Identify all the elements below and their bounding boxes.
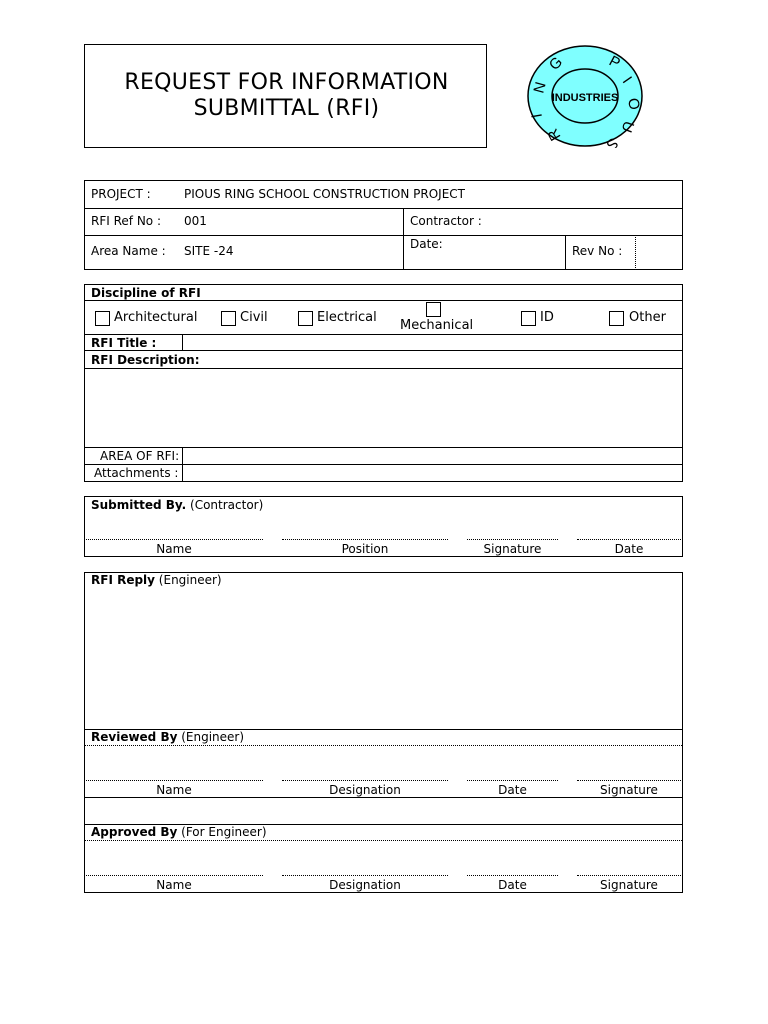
rev-no-label: Rev No :: [572, 244, 623, 258]
svg-text:I: I: [528, 112, 546, 120]
id-checkbox[interactable]: [521, 311, 536, 326]
attachments-label: Attachments :: [94, 466, 179, 480]
project-label: PROJECT :: [91, 187, 151, 201]
rfi-description-label: RFI Description:: [91, 353, 200, 367]
svg-text:O: O: [624, 96, 643, 112]
document-title-line2: SUBMITTAL (RFI): [193, 96, 380, 121]
approved-date-column: Date: [498, 878, 527, 892]
approved-by-heading: Approved By (For Engineer): [91, 825, 267, 839]
svg-text:P: P: [606, 52, 623, 73]
electrical-label: Electrical: [317, 310, 377, 325]
reviewed-designation-column: Designation: [329, 783, 401, 797]
civil-label: Civil: [240, 310, 268, 325]
other-label: Other: [629, 310, 666, 325]
reviewed-date-column: Date: [498, 783, 527, 797]
architectural-checkbox[interactable]: [95, 311, 110, 326]
svg-text:S: S: [602, 133, 622, 148]
reviewed-name-column: Name: [156, 783, 192, 797]
attachments-field[interactable]: [184, 465, 682, 481]
rfi-title-field[interactable]: [184, 335, 682, 350]
area-name-value: SITE -24: [184, 244, 234, 258]
approved-signature-column: Signature: [600, 878, 658, 892]
rfi-description-field[interactable]: [85, 369, 682, 447]
area-of-rfi-field[interactable]: [184, 448, 682, 464]
date-label: Date:: [410, 237, 443, 251]
submitted-date-column: Date: [614, 542, 644, 556]
document-title-box: [84, 44, 487, 148]
electrical-checkbox[interactable]: [298, 311, 313, 326]
reviewed-signature-column: Signature: [600, 783, 658, 797]
discipline-heading: Discipline of RFI: [91, 286, 201, 300]
company-logo: [525, 44, 645, 148]
other-checkbox[interactable]: [609, 311, 624, 326]
approved-name-column: Name: [156, 878, 192, 892]
mechanical-label: Mechanical: [400, 318, 474, 333]
submitted-signature-column: Signature: [483, 542, 542, 556]
id-label: ID: [540, 310, 554, 325]
submitted-name-column: Name: [156, 542, 192, 556]
document-title-line1: REQUEST FOR INFORMATION: [124, 70, 449, 95]
svg-text:G: G: [545, 53, 567, 74]
rfi-ref-value: 001: [184, 214, 207, 228]
svg-text:R: R: [544, 125, 565, 144]
contractor-label: Contractor :: [410, 214, 482, 228]
rfi-ref-label: RFI Ref No :: [91, 214, 161, 228]
svg-text:I: I: [618, 73, 636, 87]
rfi-reply-field[interactable]: [85, 590, 682, 728]
svg-text:INDUSTRIES: INDUSTRIES: [551, 92, 619, 104]
reviewed-by-heading: Reviewed By (Engineer): [91, 730, 245, 744]
area-name-label: Area Name :: [91, 244, 166, 258]
svg-text:N: N: [530, 80, 550, 96]
approved-designation-column: Designation: [329, 878, 401, 892]
architectural-label: Architectural: [114, 310, 198, 325]
mechanical-checkbox[interactable]: [426, 302, 441, 317]
rfi-reply-heading: RFI Reply (Engineer): [91, 573, 222, 587]
svg-text:U: U: [617, 118, 638, 135]
project-value: PIOUS RING SCHOOL CONSTRUCTION PROJECT: [184, 187, 466, 201]
area-of-rfi-label: AREA OF RFI:: [100, 449, 180, 463]
civil-checkbox[interactable]: [221, 311, 236, 326]
submitted-by-heading: Submitted By. (Contractor): [91, 498, 264, 512]
rfi-title-label: RFI Title :: [91, 336, 157, 350]
submitted-position-column: Position: [341, 542, 389, 556]
